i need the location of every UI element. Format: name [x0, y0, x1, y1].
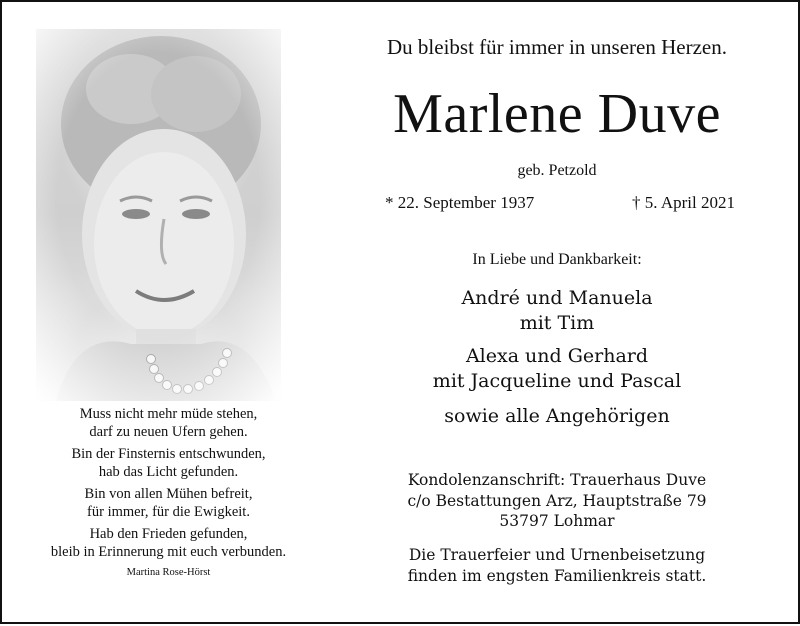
poem-line: für immer, für die Ewigkeit. [87, 504, 250, 520]
poem-line: Hab den Frieden gefunden, [89, 526, 248, 542]
mourners-intro: In Liebe und Dankbarkeit: [472, 251, 642, 268]
life-dates [385, 193, 735, 213]
poem-author: Martina Rose-Hörst [126, 567, 211, 578]
poem-stanza [16, 445, 321, 481]
mourner-line: sowie alle Angehörigen [444, 405, 670, 427]
birth-date: * 22. September 1937 [385, 193, 535, 212]
poem-line: darf zu neuen Ufern gehen. [89, 424, 248, 440]
deceased-name: Marlene Duve [393, 83, 721, 145]
poem-line: Bin von allen Mühen befreit, [84, 486, 253, 502]
motto-line: Du bleibst für immer in unseren Herzen. [387, 35, 727, 59]
photo-vignette [36, 29, 281, 401]
obituary-notice [2, 2, 798, 622]
portrait-photo [36, 29, 281, 401]
birth-name: geb. Petzold [517, 162, 597, 179]
note-line: finden im engsten Familienkreis statt. [407, 566, 707, 585]
note-line: Die Trauerfeier und Urnenbeisetzung [408, 546, 706, 564]
funeral-note [330, 545, 784, 586]
poem-line: Bin der Finsternis entschwunden, [71, 446, 266, 462]
mourners-list [330, 286, 784, 429]
poem-stanza [16, 525, 321, 561]
mourner-line: Alexa und Gerhard [465, 345, 649, 367]
poem-line: Muss nicht mehr müde stehen, [79, 406, 258, 422]
address-line: c/o Bestattungen Arz, Hauptstraße 79 [407, 491, 707, 510]
mourner-line: mit Tim [519, 312, 595, 334]
address-line: 53797 Lohmar [499, 512, 615, 530]
poem-stanza [16, 405, 321, 441]
poem-line: bleib in Erinnerung mit euch verbunden. [50, 544, 287, 560]
condolence-address [330, 470, 784, 532]
poem-stanza [16, 485, 321, 521]
mourner-line: André und Manuela [461, 287, 653, 309]
address-line: Kondolenzanschrift: Trauerhaus Duve [407, 471, 707, 489]
poem-line: hab das Licht gefunden. [98, 464, 239, 480]
death-date: † 5. April 2021 [632, 193, 735, 212]
memorial-poem [16, 405, 321, 582]
mourner-line: mit Jacqueline und Pascal [432, 370, 682, 392]
